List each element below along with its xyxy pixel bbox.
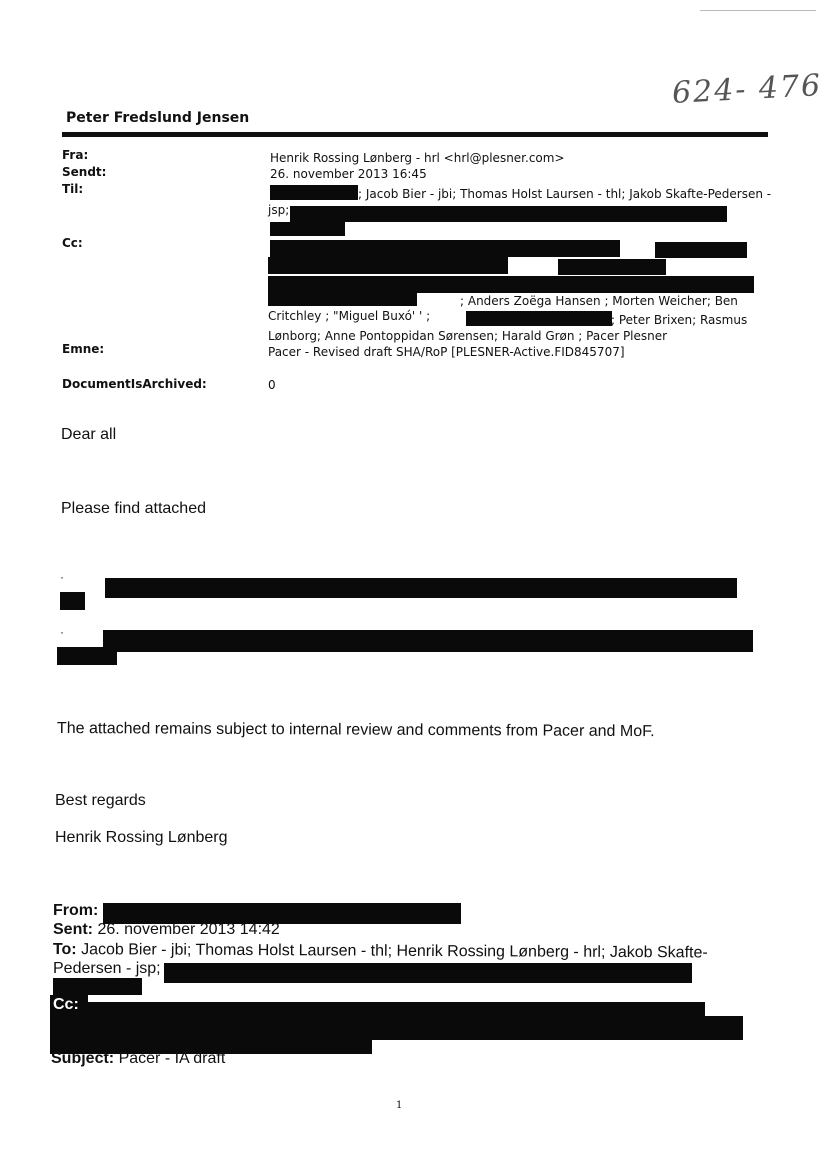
redaction — [268, 257, 508, 274]
archived-value: 0 — [268, 378, 276, 392]
page-number: 1 — [396, 1100, 403, 1111]
redaction — [105, 578, 737, 598]
redaction — [103, 630, 753, 652]
bullet: · — [60, 570, 64, 584]
fwd-to-value-1: Jacob Bier - jbi; Thomas Holst Laursen - thl; Henrik Rossing Lønberg - hrl; Jakob Skafte- — [81, 941, 708, 962]
fwd-to-label: To: — [52, 941, 77, 959]
cc-line-5b: ; Peter Brixen; Rasmus — [611, 313, 748, 327]
redaction — [270, 240, 620, 257]
cc-line-5a: Critchley ; "Miguel Buxó' ' ; — [268, 309, 431, 323]
fwd-sent-value: 26. november 2013 14:42 — [97, 921, 280, 938]
redaction — [655, 242, 747, 258]
subject-value: Pacer - Revised draft SHA/RoP [PLESNER-Active.FID845707] — [268, 345, 625, 359]
fwd-subject-value: Pacer - IA draft — [118, 1050, 226, 1067]
fwd-to-line-2: Pedersen - jsp; — [53, 960, 161, 977]
body-line-2: The attached remains subject to internal review and comments from Pacer and MoF. — [56, 720, 655, 741]
cc-line-6: Lønborg; Anne Pontoppidan Sørensen; Harald Grøn ; Pacer Plesner — [268, 329, 668, 343]
from-label: Fra: — [62, 148, 89, 162]
redaction — [270, 185, 358, 200]
redaction — [60, 592, 85, 610]
redaction — [270, 222, 345, 236]
subject-label: Emne: — [62, 342, 105, 356]
sent-value: 26. november 2013 16:45 — [270, 167, 427, 181]
to-line-2: jsp; — [268, 203, 290, 217]
redaction — [164, 963, 692, 983]
redaction — [466, 311, 612, 326]
fwd-subject-line — [51, 1050, 225, 1068]
redaction — [57, 647, 117, 665]
fwd-sent-label: Sent: — [53, 921, 93, 938]
archived-label: DocumentIsArchived: — [62, 377, 207, 391]
scan-artifact — [700, 10, 816, 11]
redaction — [290, 206, 727, 222]
header-rule — [62, 132, 768, 137]
signature: Henrik Rossing Lønberg — [55, 829, 228, 846]
from-value: Henrik Rossing Lønberg - hrl <hrl@plesner.com> — [270, 151, 565, 165]
fwd-subject-label: Subject: — [51, 1050, 115, 1067]
fwd-sent-line — [53, 921, 280, 939]
sent-label: Sendt: — [62, 165, 107, 179]
closing: Best regards — [55, 792, 146, 809]
to-line-1: ; Jacob Bier - jbi; Thomas Holst Laursen - thl; Jakob Skafte-Pedersen - — [358, 187, 772, 201]
fwd-cc-label: Cc: — [53, 996, 79, 1013]
redaction — [53, 978, 142, 995]
greeting: Dear all — [61, 426, 117, 443]
body-line-1: Please find attached — [61, 500, 206, 517]
cc-label: Cc: — [62, 236, 83, 250]
handwritten-note: 624- 476 — [671, 68, 824, 111]
cc-line-4: ; Anders Zoëga Hansen ; Morten Weicher; Ben — [460, 294, 738, 308]
redaction — [558, 259, 666, 275]
redaction — [268, 276, 754, 293]
bullet: · — [60, 625, 64, 639]
fwd-from-label — [53, 902, 98, 920]
to-label: Til: — [62, 182, 84, 196]
document-owner-title: Peter Fredslund Jensen — [66, 110, 250, 126]
redaction — [268, 292, 417, 306]
fwd-from-label-text: From: — [53, 902, 99, 919]
